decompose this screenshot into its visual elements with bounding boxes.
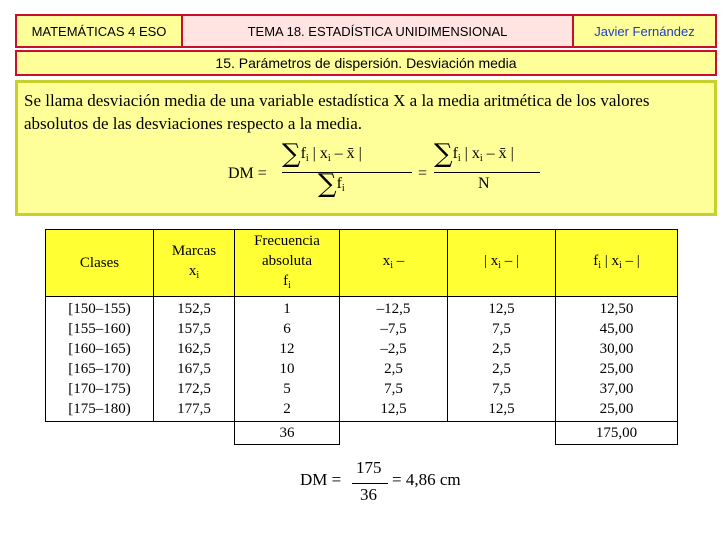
- cell-value: 30,00: [599, 341, 634, 357]
- sigma-symbol: ∑: [318, 169, 337, 199]
- cell-value: 172,5: [177, 381, 211, 397]
- producto-cell: [556, 297, 678, 422]
- abs-desviacion-cell: [448, 297, 556, 422]
- topic-title: [181, 14, 574, 48]
- sub-i: i: [457, 153, 461, 164]
- cell-value: 12: [279, 341, 295, 357]
- cell-value: 7,5: [384, 381, 403, 397]
- sub-i: i: [390, 259, 394, 271]
- x-symbol: x: [382, 252, 391, 269]
- course-text: MATEMÁTICAS 4 ESO: [31, 23, 167, 39]
- formula-equals: =: [418, 165, 428, 182]
- sub-i: i: [305, 153, 309, 164]
- abs-open: | x: [483, 252, 499, 269]
- f-symbol: f: [593, 252, 599, 269]
- sub-i: i: [327, 153, 331, 164]
- f-symbol: f: [300, 145, 306, 162]
- mean-symbol: – x̄ |: [482, 145, 514, 162]
- cell-value: [160–165): [68, 341, 131, 357]
- cell-value: 5: [283, 381, 291, 397]
- total-producto: 175,00: [556, 422, 678, 445]
- abs-close: – |: [621, 252, 640, 269]
- frac1-numerator: [282, 139, 362, 169]
- sigma-symbol: ∑: [282, 139, 301, 169]
- minus-symbol: –: [393, 252, 405, 269]
- blank-cell: [46, 422, 154, 445]
- x-symbol: | x: [308, 145, 328, 162]
- col-header-clases: Clases: [46, 230, 154, 297]
- x-symbol: x: [188, 262, 197, 279]
- subtitle-text: 15. Parámetros de dispersión. Desviación media: [215, 55, 517, 71]
- cell-value: [170–175): [68, 381, 131, 397]
- cell-value: 37,00: [599, 381, 634, 397]
- col-header-abs-desviacion: [448, 230, 556, 297]
- result-numerator: 175: [356, 458, 382, 477]
- frac2-numerator: [434, 139, 514, 169]
- f-symbol: f: [452, 145, 458, 162]
- abs-close: – |: [501, 252, 520, 269]
- sub-i: i: [196, 269, 200, 281]
- cell-value: 2: [283, 401, 291, 417]
- mean-symbol: – x̄ |: [330, 145, 362, 162]
- cell-value: 7,5: [492, 321, 511, 337]
- frac2-bar: [434, 172, 540, 173]
- cell-value: 25,00: [599, 361, 634, 377]
- sub-i: i: [479, 153, 483, 164]
- cell-value: [155–160): [68, 321, 131, 337]
- sub-i: i: [498, 259, 502, 271]
- cell-value: 7,5: [492, 381, 511, 397]
- cell-value: 177,5: [177, 401, 211, 417]
- x-symbol: | x: [460, 145, 480, 162]
- f-symbol: f: [283, 272, 289, 289]
- section-subtitle: [15, 50, 717, 76]
- cell-value: 157,5: [177, 321, 211, 337]
- cell-value: 45,00: [599, 321, 634, 337]
- cell-value: 2,5: [492, 361, 511, 377]
- table-header-row: [46, 230, 678, 297]
- definition-box: [15, 80, 717, 216]
- result-rhs: = 4,86 cm: [392, 470, 461, 489]
- cell-value: 2,5: [384, 361, 403, 377]
- cell-value: 2,5: [492, 341, 511, 357]
- sigma-symbol: ∑: [434, 139, 453, 169]
- abs-open: | x: [600, 252, 619, 269]
- frecuencia-cell: [235, 297, 340, 422]
- blank-cell: [448, 422, 556, 445]
- cell-value: –12,5: [376, 301, 411, 317]
- result-denominator: 36: [360, 485, 377, 504]
- cell-value: [175–180): [68, 401, 131, 417]
- result-bar: [352, 483, 388, 484]
- author-text: Javier Fernández: [594, 23, 695, 39]
- cell-value: 12,5: [488, 301, 515, 317]
- cell-value: 12,5: [380, 401, 407, 417]
- result-lhs: DM =: [300, 470, 342, 489]
- cell-value: 12,5: [488, 401, 515, 417]
- sub-i: i: [598, 259, 601, 271]
- col-header-producto: [556, 230, 678, 297]
- blank-cell: [154, 422, 235, 445]
- sub-i: i: [288, 279, 291, 291]
- cell-value: 152,5: [177, 301, 211, 317]
- f-symbol: f: [336, 175, 342, 192]
- col-header-frecuencia: [235, 230, 340, 297]
- marcas-cell: [154, 297, 235, 422]
- topic-text: TEMA 18. ESTADÍSTICA UNIDIMENSIONAL: [247, 23, 508, 39]
- author-label: [572, 14, 717, 48]
- formula-lhs: DM =: [228, 165, 267, 182]
- frac1-bar: [282, 172, 412, 173]
- cell-value: 25,00: [599, 401, 634, 417]
- marcas-label: Marcas: [171, 242, 217, 259]
- cell-value: 10: [279, 361, 295, 377]
- clases-cell: [46, 297, 154, 422]
- blank-cell: [340, 422, 448, 445]
- definition-text: Se llama desviación media de una variable estadística X a la media aritmética de los valores absolutos de las desviaciones respecto a la media.: [24, 91, 650, 133]
- col-header-desviacion: [340, 230, 448, 297]
- cell-value: [150–155): [68, 301, 131, 317]
- frac2-denominator: N: [478, 175, 490, 192]
- sub-i: i: [619, 259, 622, 271]
- col-header-marcas: [154, 230, 235, 297]
- course-label: [15, 14, 183, 48]
- desviacion-cell: [340, 297, 448, 422]
- cell-value: [165–170): [68, 361, 131, 377]
- totals-row: [46, 422, 678, 445]
- absoluta-label: absoluta: [262, 252, 312, 269]
- cell-value: 167,5: [177, 361, 211, 377]
- cell-value: 162,5: [177, 341, 211, 357]
- cell-value: 12,50: [599, 301, 634, 317]
- table-body-row: [46, 297, 678, 422]
- result-formula: [300, 458, 500, 508]
- cell-value: –2,5: [380, 341, 407, 357]
- frac1-denominator: [318, 169, 345, 199]
- frecuencia-label: Frecuencia: [254, 232, 320, 249]
- cell-value: –7,5: [380, 321, 407, 337]
- frequency-table: [45, 229, 678, 445]
- cell-value: 6: [283, 321, 291, 337]
- sub-i: i: [341, 183, 345, 194]
- total-frecuencia: 36: [235, 422, 340, 445]
- cell-value: 1: [283, 301, 291, 317]
